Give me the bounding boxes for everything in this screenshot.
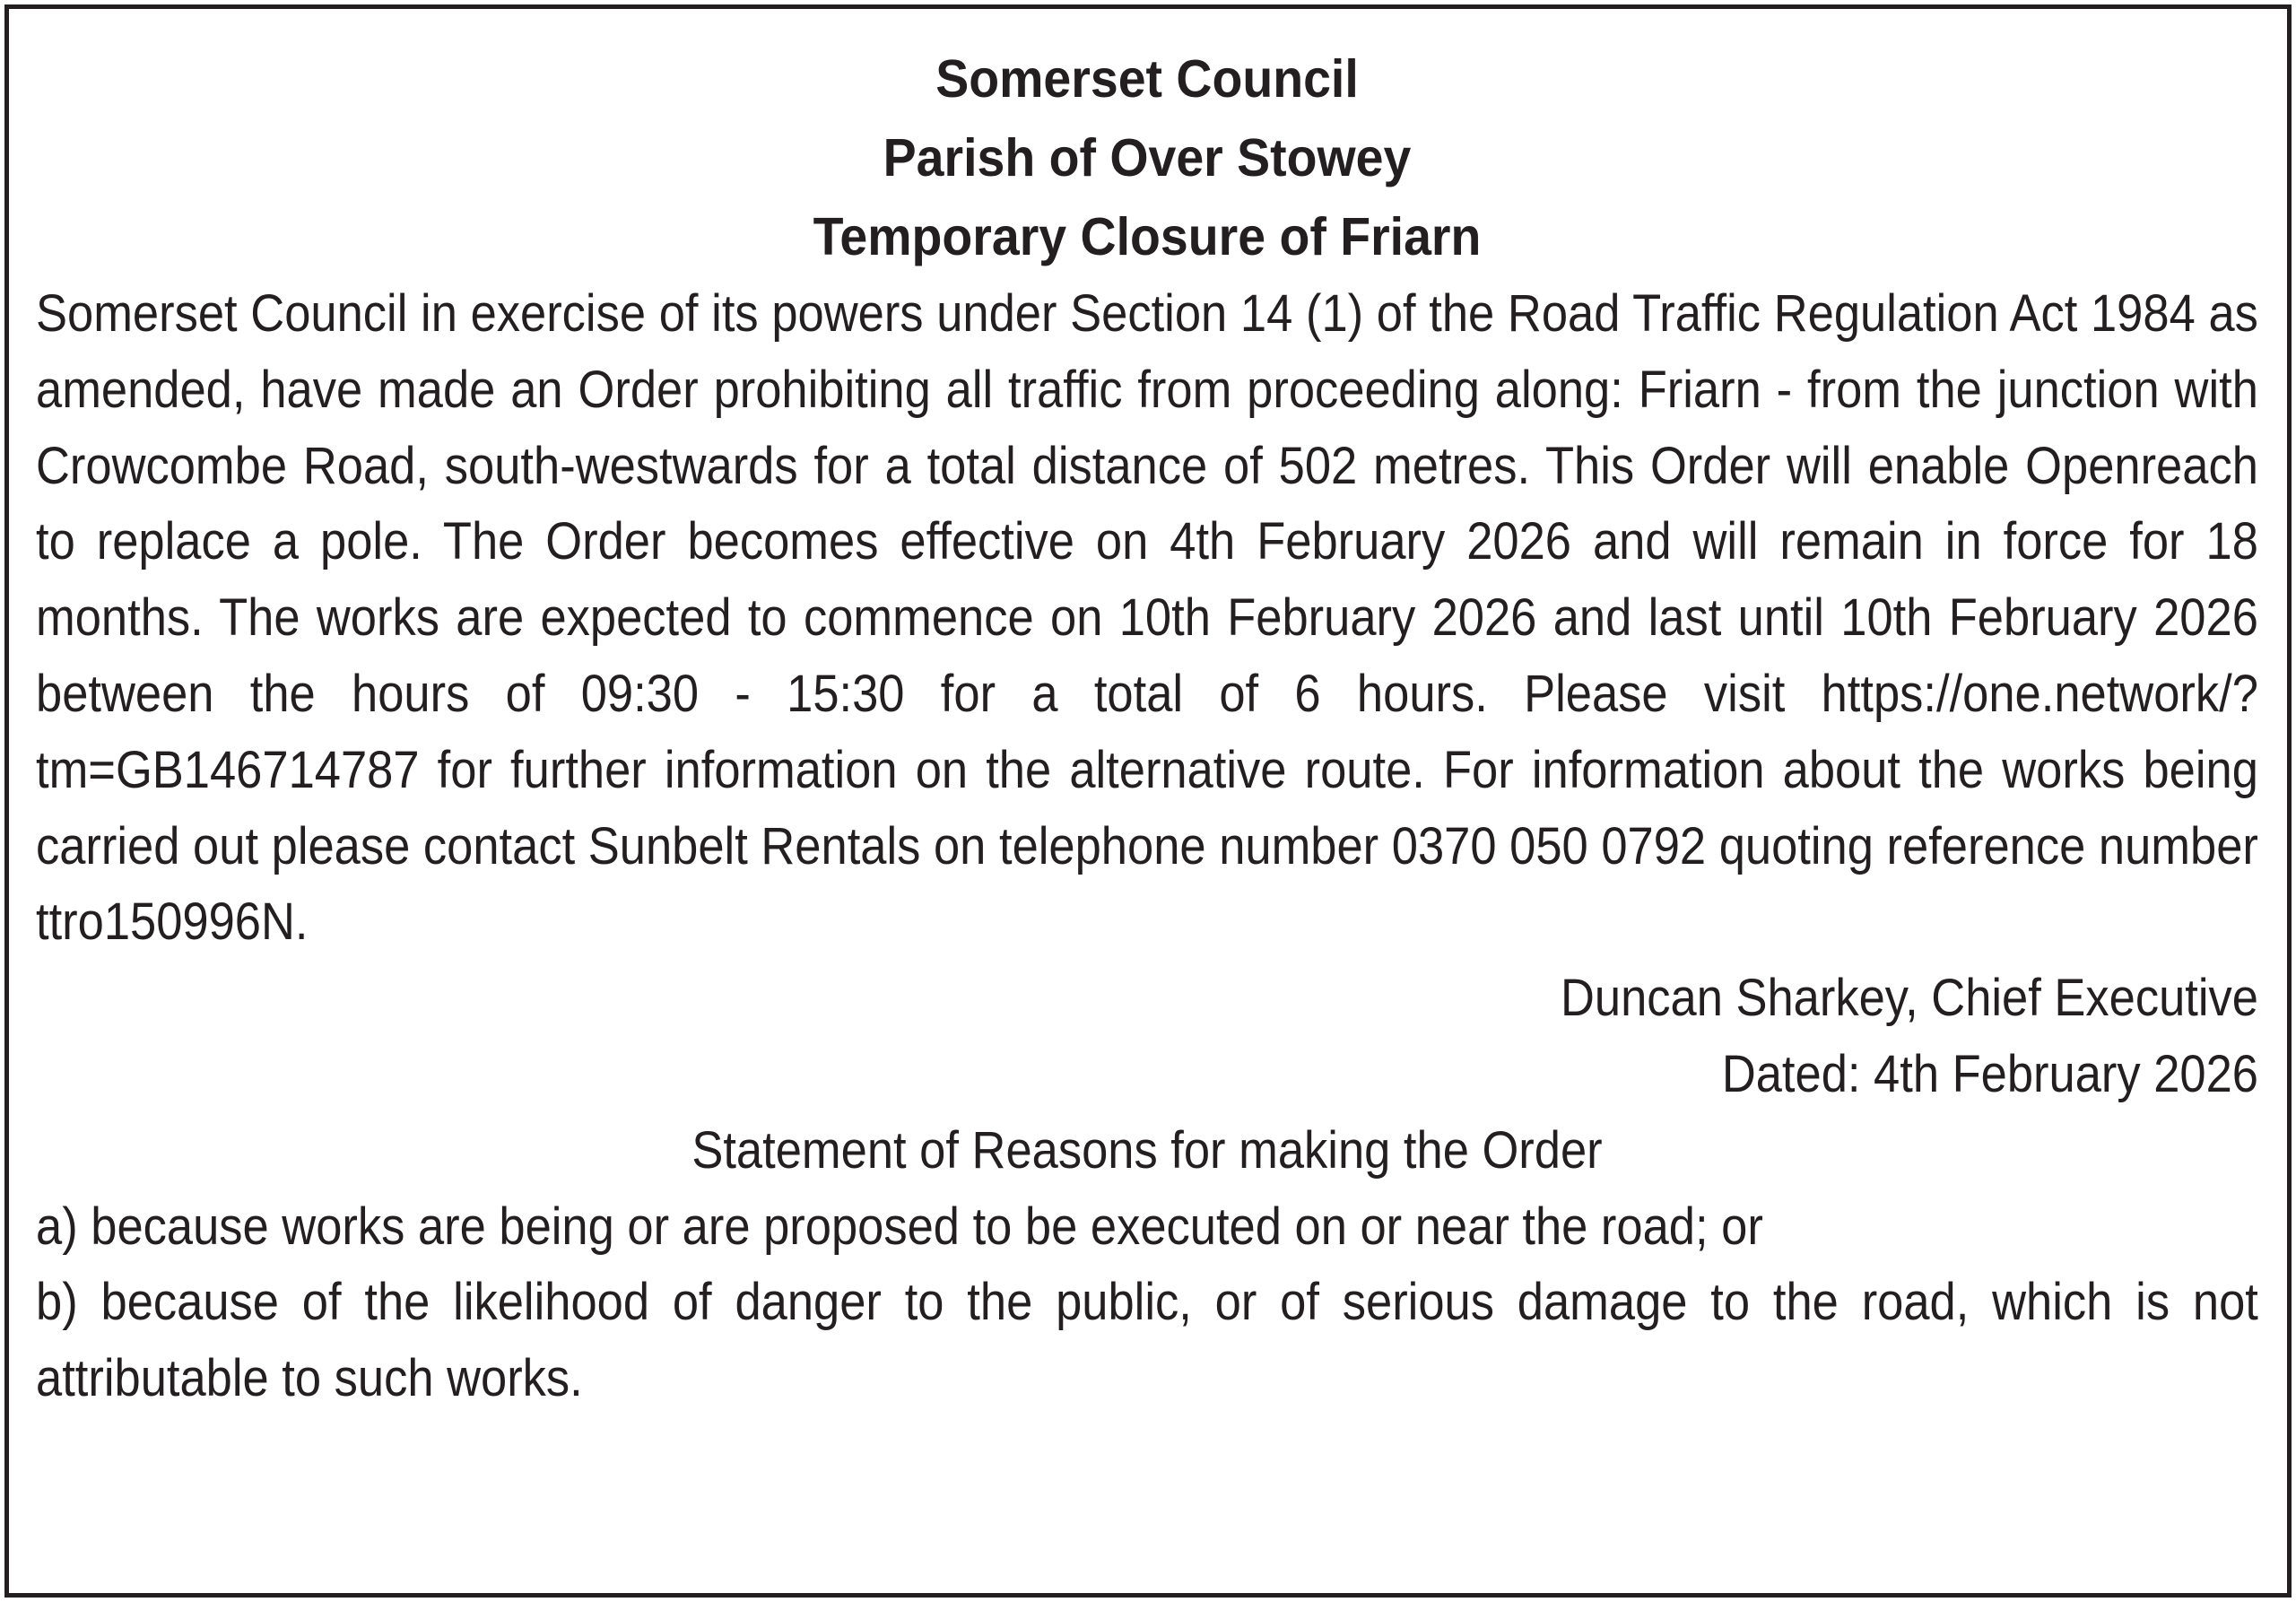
council-name: Somerset Council	[935, 49, 1359, 109]
parish-name: Parish of Over Stowey	[883, 128, 1412, 187]
reason-a: a) because works are being or are proposed to be executed on or near the road; or	[36, 1197, 1763, 1256]
statement-heading: Statement of Reasons for making the Order	[691, 1120, 1603, 1180]
reasons-list	[36, 1189, 2258, 1417]
signature-block	[36, 961, 2258, 1113]
notice-title: Temporary Closure of Friarn	[813, 207, 1482, 266]
order-paragraph: Somerset Council in exercise of its powers under Section 14 (1) of the Road Traffic Regulation Act 1984 as amended, have made an Order prohibiting all traffic from proceeding along: Friarn - from the junction with Crowcombe Road, south-westwards for a total distance of 502 metres. This Order will enable Openreach to replace a pole. The Order becomes effective on 4th February 2026 and will remain in force for 18 months. The works are expected to commence on 10th February 2026 and last until 10th February 2026 between the hours of 09:30 - 15:30 for a total of 6 hours. Please visit https://one.network/?tm=GB146714787 for further information on the alternative route. For information about the works being carried out please contact Sunbelt Rentals on telephone number 0370 050 0792 quoting reference number ttro150996N.	[36, 284, 2258, 952]
reason-b: b) because of the likelihood of danger to the public, or of serious damage to the road, which is not attributable to such works.	[36, 1273, 2258, 1408]
date-line: Dated: 4th February 2026	[1721, 1044, 2258, 1103]
notice-heading	[102, 39, 2191, 276]
notice-content	[36, 39, 2258, 1417]
public-notice	[4, 4, 2292, 1598]
signatory: Duncan Sharkey, Chief Executive	[1560, 969, 2258, 1028]
